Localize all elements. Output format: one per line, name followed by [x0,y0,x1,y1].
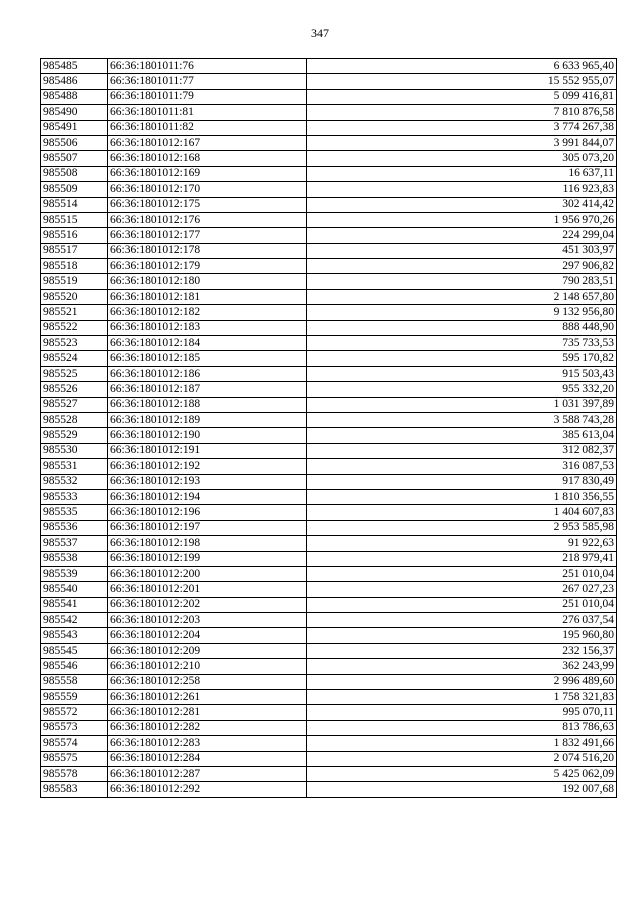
table-row [41,366,617,381]
table-row [41,459,617,474]
cadastral-number-cell: 66:36:1801012:200 [108,566,307,581]
cadastral-value-cell: 385 613,04 [307,428,617,443]
cadastral-number-cell: 66:36:1801012:175 [108,197,307,212]
table-row [41,736,617,751]
cadastral-value-cell: 5 425 062,09 [307,766,617,781]
cadastral-number-cell: 66:36:1801012:178 [108,243,307,258]
table-body [41,59,617,798]
cadastral-number-cell: 66:36:1801012:192 [108,459,307,474]
record-id-cell: 985488 [41,89,108,104]
cadastral-value-cell: 1 758 321,83 [307,690,617,705]
cadastral-value-cell: 6 633 965,40 [307,59,617,74]
cadastral-value-cell: 91 922,63 [307,536,617,551]
table-row [41,720,617,735]
page-number: 347 [311,26,329,40]
record-id-cell: 985529 [41,428,108,443]
cadastral-number-cell: 66:36:1801012:194 [108,489,307,504]
cadastral-value-cell: 7 810 876,58 [307,105,617,120]
cadastral-number-cell: 66:36:1801012:197 [108,520,307,535]
table-row [41,197,617,212]
cadastral-number-cell: 66:36:1801012:292 [108,782,307,797]
cadastral-value-cell: 192 007,68 [307,782,617,797]
cadastral-number-cell: 66:36:1801012:284 [108,751,307,766]
cadastral-number-cell: 66:36:1801012:283 [108,736,307,751]
record-id-cell: 985517 [41,243,108,258]
record-id-cell: 985525 [41,366,108,381]
record-id-cell: 985533 [41,489,108,504]
table-row [41,212,617,227]
table-row [41,412,617,427]
record-id-cell: 985572 [41,705,108,720]
record-id-cell: 985516 [41,228,108,243]
table-row [41,489,617,504]
cadastral-value-cell: 276 037,54 [307,613,617,628]
cadastral-number-cell: 66:36:1801012:168 [108,151,307,166]
cadastral-value-cell: 1 810 356,55 [307,489,617,504]
cadastral-value-cell: 251 010,04 [307,597,617,612]
cadastral-value-cell: 2 148 657,80 [307,289,617,304]
table-row [41,628,617,643]
cadastral-number-cell: 66:36:1801012:204 [108,628,307,643]
cadastral-value-cell: 3 991 844,07 [307,135,617,150]
record-id-cell: 985491 [41,120,108,135]
cadastral-number-cell: 66:36:1801012:203 [108,613,307,628]
cadastral-number-cell: 66:36:1801011:81 [108,105,307,120]
table-row [41,182,617,197]
cadastral-number-cell: 66:36:1801012:196 [108,505,307,520]
cadastral-number-cell: 66:36:1801012:191 [108,443,307,458]
table-row [41,705,617,720]
table-row [41,228,617,243]
cadastral-number-cell: 66:36:1801012:180 [108,274,307,289]
cadastral-number-cell: 66:36:1801012:188 [108,397,307,412]
record-id-cell: 985521 [41,305,108,320]
table-row [41,89,617,104]
cadastral-value-cell: 5 099 416,81 [307,89,617,104]
record-id-cell: 985506 [41,135,108,150]
record-id-cell: 985542 [41,613,108,628]
record-id-cell: 985540 [41,582,108,597]
cadastral-value-cell: 1 031 397,89 [307,397,617,412]
cadastral-value-cell: 116 923,83 [307,182,617,197]
table-row [41,166,617,181]
table-row [41,135,617,150]
table-row [41,566,617,581]
record-id-cell: 985527 [41,397,108,412]
record-id-cell: 985538 [41,551,108,566]
cadastral-value-cell: 312 082,37 [307,443,617,458]
cadastral-number-cell: 66:36:1801012:170 [108,182,307,197]
table-row [41,536,617,551]
record-id-cell: 985537 [41,536,108,551]
cadastral-value-cell: 995 070,11 [307,705,617,720]
cadastral-value-cell: 302 414,42 [307,197,617,212]
cadastral-value-cell: 595 170,82 [307,351,617,366]
cadastral-value-cell: 888 448,90 [307,320,617,335]
cadastral-number-cell: 66:36:1801012:176 [108,212,307,227]
cadastral-number-cell: 66:36:1801012:169 [108,166,307,181]
table-row [41,336,617,351]
table-row [41,643,617,658]
table-row [41,505,617,520]
cadastral-number-cell: 66:36:1801011:76 [108,59,307,74]
record-id-cell: 985522 [41,320,108,335]
record-id-cell: 985509 [41,182,108,197]
cadastral-value-cell: 735 733,53 [307,336,617,351]
record-id-cell: 985578 [41,766,108,781]
cadastral-value-cell: 224 299,04 [307,228,617,243]
cadastral-value-cell: 917 830,49 [307,474,617,489]
cadastral-value-cell: 915 503,43 [307,366,617,381]
table-row [41,582,617,597]
table-row [41,751,617,766]
cadastral-value-cell: 3 588 743,28 [307,412,617,427]
cadastral-number-cell: 66:36:1801012:190 [108,428,307,443]
cadastral-value-cell: 195 960,80 [307,628,617,643]
record-id-cell: 985530 [41,443,108,458]
cadastral-number-cell: 66:36:1801012:258 [108,674,307,689]
table-row [41,397,617,412]
cadastral-value-cell: 362 243,99 [307,659,617,674]
record-id-cell: 985536 [41,520,108,535]
cadastral-number-cell: 66:36:1801012:167 [108,135,307,150]
cadastral-number-cell: 66:36:1801011:79 [108,89,307,104]
table-row [41,59,617,74]
table-row [41,782,617,797]
cadastral-value-cell: 1 956 970,26 [307,212,617,227]
record-id-cell: 985519 [41,274,108,289]
cadastral-number-cell: 66:36:1801012:177 [108,228,307,243]
record-id-cell: 985514 [41,197,108,212]
record-id-cell: 985541 [41,597,108,612]
cadastral-number-cell: 66:36:1801012:201 [108,582,307,597]
table-row [41,243,617,258]
record-id-cell: 985583 [41,782,108,797]
record-id-cell: 985520 [41,289,108,304]
cadastral-number-cell: 66:36:1801012:282 [108,720,307,735]
record-id-cell: 985539 [41,566,108,581]
record-id-cell: 985523 [41,336,108,351]
cadastral-number-cell: 66:36:1801012:209 [108,643,307,658]
record-id-cell: 985545 [41,643,108,658]
record-id-cell: 985573 [41,720,108,735]
cadastral-value-cell: 1 404 607,83 [307,505,617,520]
table-row [41,351,617,366]
cadastral-number-cell: 66:36:1801012:182 [108,305,307,320]
cadastral-value-cell: 232 156,37 [307,643,617,658]
cadastral-number-cell: 66:36:1801011:82 [108,120,307,135]
cadastral-number-cell: 66:36:1801012:184 [108,336,307,351]
record-id-cell: 985524 [41,351,108,366]
table-row [41,474,617,489]
table-row [41,674,617,689]
record-id-cell: 985490 [41,105,108,120]
record-id-cell: 985485 [41,59,108,74]
table-row [41,597,617,612]
record-id-cell: 985535 [41,505,108,520]
table-row [41,120,617,135]
table-row [41,766,617,781]
cadastral-number-cell: 66:36:1801012:281 [108,705,307,720]
cadastral-value-cell: 2 074 516,20 [307,751,617,766]
table-row [41,613,617,628]
cadastral-value-cell: 316 087,53 [307,459,617,474]
record-id-cell: 985558 [41,674,108,689]
record-id-cell: 985507 [41,151,108,166]
cadastral-value-cell: 9 132 956,80 [307,305,617,320]
table-row [41,382,617,397]
cadastral-number-cell: 66:36:1801012:287 [108,766,307,781]
record-id-cell: 985575 [41,751,108,766]
table-row [41,551,617,566]
cadastral-number-cell: 66:36:1801012:186 [108,366,307,381]
cadastral-number-cell: 66:36:1801012:199 [108,551,307,566]
cadastral-number-cell: 66:36:1801012:179 [108,259,307,274]
cadastral-number-cell: 66:36:1801012:210 [108,659,307,674]
record-id-cell: 985574 [41,736,108,751]
cadastral-value-cell: 251 010,04 [307,566,617,581]
cadastral-number-cell: 66:36:1801012:198 [108,536,307,551]
cadastral-number-cell: 66:36:1801012:187 [108,382,307,397]
cadastral-number-cell: 66:36:1801012:193 [108,474,307,489]
table-row [41,428,617,443]
cadastral-value-cell: 218 979,41 [307,551,617,566]
cadastral-value-cell: 813 786,63 [307,720,617,735]
cadastral-value-cell: 15 552 955,07 [307,74,617,89]
table-row [41,274,617,289]
record-id-cell: 985531 [41,459,108,474]
table-row [41,305,617,320]
table-row [41,74,617,89]
record-id-cell: 985546 [41,659,108,674]
record-id-cell: 985526 [41,382,108,397]
cadastral-number-cell: 66:36:1801012:202 [108,597,307,612]
table-row [41,151,617,166]
cadastral-number-cell: 66:36:1801012:183 [108,320,307,335]
record-id-cell: 985515 [41,212,108,227]
record-id-cell: 985518 [41,259,108,274]
table-row [41,659,617,674]
cadastral-number-cell: 66:36:1801012:261 [108,690,307,705]
table-row [41,320,617,335]
cadastral-value-cell: 1 832 491,66 [307,736,617,751]
cadastral-value-cell: 3 774 267,38 [307,120,617,135]
cadastral-value-table [40,58,617,798]
table-row [41,690,617,705]
cadastral-value-cell: 451 303,97 [307,243,617,258]
table-row [41,105,617,120]
cadastral-number-cell: 66:36:1801012:189 [108,412,307,427]
table-row [41,520,617,535]
cadastral-value-cell: 305 073,20 [307,151,617,166]
record-id-cell: 985532 [41,474,108,489]
cadastral-number-cell: 66:36:1801012:185 [108,351,307,366]
table-row [41,259,617,274]
table-row [41,443,617,458]
record-id-cell: 985528 [41,412,108,427]
cadastral-value-cell: 2 953 585,98 [307,520,617,535]
cadastral-number-cell: 66:36:1801011:77 [108,74,307,89]
cadastral-value-cell: 955 332,20 [307,382,617,397]
cadastral-value-cell: 16 637,11 [307,166,617,181]
record-id-cell: 985543 [41,628,108,643]
cadastral-value-cell: 297 906,82 [307,259,617,274]
record-id-cell: 985486 [41,74,108,89]
record-id-cell: 985508 [41,166,108,181]
cadastral-value-cell: 2 996 489,60 [307,674,617,689]
table-row [41,289,617,304]
cadastral-number-cell: 66:36:1801012:181 [108,289,307,304]
cadastral-value-cell: 790 283,51 [307,274,617,289]
record-id-cell: 985559 [41,690,108,705]
cadastral-value-cell: 267 027,23 [307,582,617,597]
